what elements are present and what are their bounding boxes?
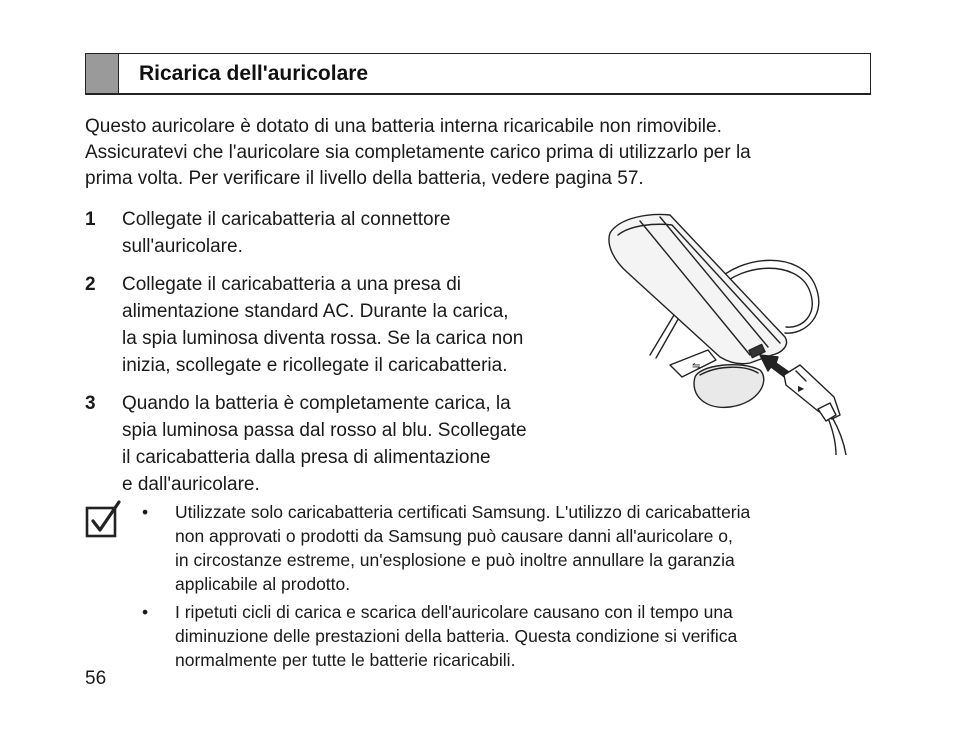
section-title: Ricarica dell'auricolare (139, 61, 369, 85)
step-item-3 (85, 390, 585, 498)
step-number: 1 (85, 209, 96, 230)
step-line: Quando la batteria è completamente carica, la (122, 393, 511, 414)
step-text (122, 271, 585, 379)
section-header (85, 53, 871, 95)
step-line: Collegate il caricabatteria al connettore (122, 209, 451, 230)
note-line: Utilizzate solo caricabatteria certificati Samsung. L'utilizzo di caricabatteria (175, 502, 751, 522)
step-line: sull'auricolare. (122, 236, 243, 257)
step-line: spia luminosa passa dal rosso al blu. Scollegate (122, 420, 527, 441)
steps-list (85, 206, 585, 509)
bullet-marker: • (142, 602, 149, 622)
note-line: non approvati o prodotti da Samsung può causare danni all'auricolare o, (175, 526, 733, 546)
svg-text:▶: ▶ (798, 384, 805, 393)
bullet-marker: • (142, 502, 149, 522)
section-tab-marker (86, 54, 119, 93)
step-line: Collegate il caricabatteria a una presa di (122, 274, 462, 295)
intro-line: prima volta. Per verificare il livello della batteria, vedere pagina 57. (85, 168, 644, 189)
step-item-2 (85, 271, 585, 379)
note-line: I ripetuti cicli di carica e scarica dell'auricolare causano con il tempo una (175, 602, 733, 622)
step-line: e dall'auricolare. (122, 474, 260, 495)
note-item (140, 600, 870, 672)
note-line: applicabile al prodotto. (175, 574, 351, 594)
headset-body (609, 215, 787, 364)
notes-list (140, 500, 870, 676)
intro-line: Questo auricolare è dotato di una batteria interna ricaricabile non rimovibile. (85, 116, 722, 137)
intro-line: Assicuratevi che l'auricolare sia completamente carico prima di utilizzarlo per la (85, 142, 751, 163)
step-text (122, 390, 585, 498)
step-number: 3 (85, 393, 96, 414)
step-text (122, 206, 585, 260)
intro-paragraph (85, 114, 875, 192)
note-line: diminuzione delle prestazioni della batteria. Questa condizione si verifica (175, 626, 738, 646)
step-item-1 (85, 206, 585, 260)
note-line: in circostanze estreme, un'esplosione e può inoltre annullare la garanzia (175, 550, 735, 570)
headset-charging-illustration (600, 205, 860, 455)
checkbox-note-icon (85, 500, 123, 540)
step-number: 2 (85, 274, 96, 295)
step-line: il caricabatteria dalla presa di alimentazione (122, 447, 491, 468)
note-line: normalmente per tutte le batterie ricaricabili. (175, 650, 516, 670)
step-line: inizia, scollegate e ricollegate il caricabatteria. (122, 355, 508, 376)
svg-text:⇋: ⇋ (692, 361, 701, 372)
note-item (140, 500, 870, 596)
step-line: la spia luminosa diventa rossa. Se la carica non (122, 328, 524, 349)
step-line: alimentazione standard AC. Durante la carica, (122, 301, 509, 322)
page-number: 56 (85, 668, 107, 689)
note-text (175, 600, 870, 672)
note-text (175, 500, 870, 596)
